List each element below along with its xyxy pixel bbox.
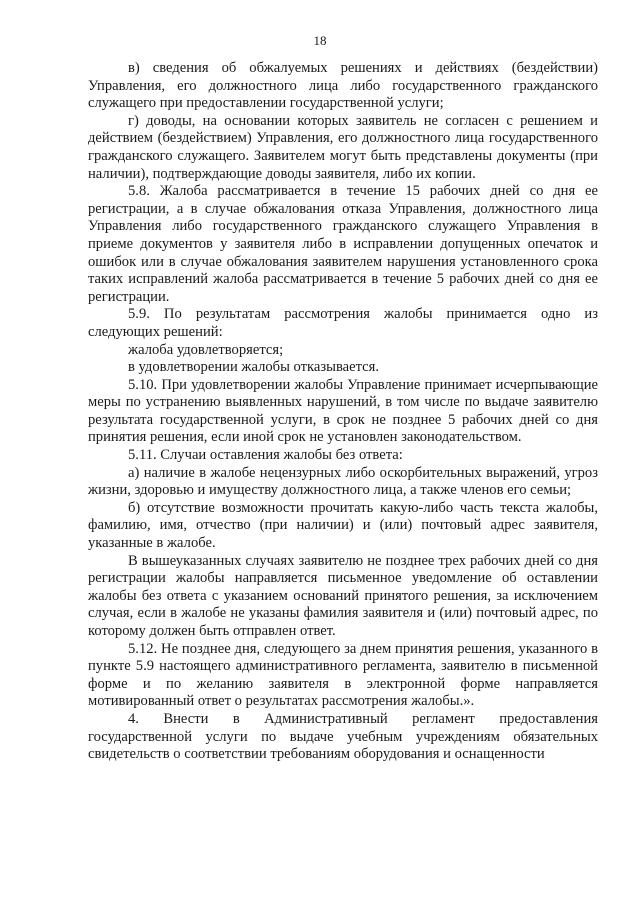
paragraph-5-10: 5.10. При удовлетворении жалобы Управление принимает исчерпывающие меры по устранению выявленных нарушений, в том числе по выдаче заявителю результата государственной услуги, в срок не позднее 5 рабочих дней со дня принятия решения, если иной срок не установлен законодательством. xyxy=(88,376,598,446)
paragraph-notification: В вышеуказанных случаях заявителю не позднее трех рабочих дней со дня регистрации жалобы направляется письменное уведомление об оставлении жалобы без ответа с указанием оснований принятого решения, за исключением случая, если в жалобе не указаны фамилия заявителя и (или) почтовый адрес, по которому должен быть отправлен ответ. xyxy=(88,552,598,639)
paragraph-5-8: 5.8. Жалоба рассматривается в течение 15 рабочих дней со дня ее регистрации, а в случае обжалования отказа Управления, должностного лица Управления либо государственного гражданского служащего Управления в приеме документов у заявителя либо в исправлении допущенных опечаток и ошибок или в случае обжалования заявителем нарушения установленного срока таких исправлений жалоба рассматривается в течение 5 рабочих дней со дня ее регистрации. xyxy=(88,183,598,305)
paragraph-5-9: 5.9. По результатам рассмотрения жалобы принимается одно из следующих решений: xyxy=(88,306,598,340)
paragraph-case-b: б) отсутствие возможности прочитать какую-либо часть текста жалобы, фамилию, имя, отчество (при наличии) и (или) почтовый адрес заявителя, указанные в жалобе. xyxy=(88,499,598,552)
paragraph-decision-refused: в удовлетворении жалобы отказывается. xyxy=(128,359,380,376)
paragraph-decision-satisfied: жалоба удовлетворяется; xyxy=(128,341,284,358)
paragraph-item-4: 4. Внести в Административный регламент предоставления государственной услуги по выдаче учебным учреждениям обязательных свидетельств о соответствии требованиям оборудования и оснащенности xyxy=(88,710,598,763)
paragraph-5-11: 5.11. Случаи оставления жалобы без ответа: xyxy=(128,447,403,464)
paragraph-arguments: г) доводы, на основании которых заявитель не согласен с решением и действием (бездействием) Управления, его должностного лица государственного гражданского служащего. Заявителем могут быть представлены документы (при наличии), подтверждающие доводы заявителя, либо их копии. xyxy=(88,112,598,182)
page-body xyxy=(88,60,598,764)
page-number: 18 xyxy=(313,33,327,48)
paragraph-complaint-info: в) сведения об обжалуемых решениях и действиях (бездействии) Управления, его должностного лица либо государственного гражданского служащего при предоставлении государственной услуги; xyxy=(88,60,598,112)
paragraph-case-a: а) наличие в жалобе нецензурных либо оскорбительных выражений, угроз жизни, здоровью и имуществу должностного лица, а также членов его семьи; xyxy=(88,464,598,499)
paragraph-5-12: 5.12. Не позднее дня, следующего за днем принятия решения, указанного в пункте 5.9 настоящего административного регламента, заявителю в письменной форме и по желанию заявителя в электронной форме направляется мотивированный ответ о результатах рассмотрения жалобы.». xyxy=(88,640,598,710)
